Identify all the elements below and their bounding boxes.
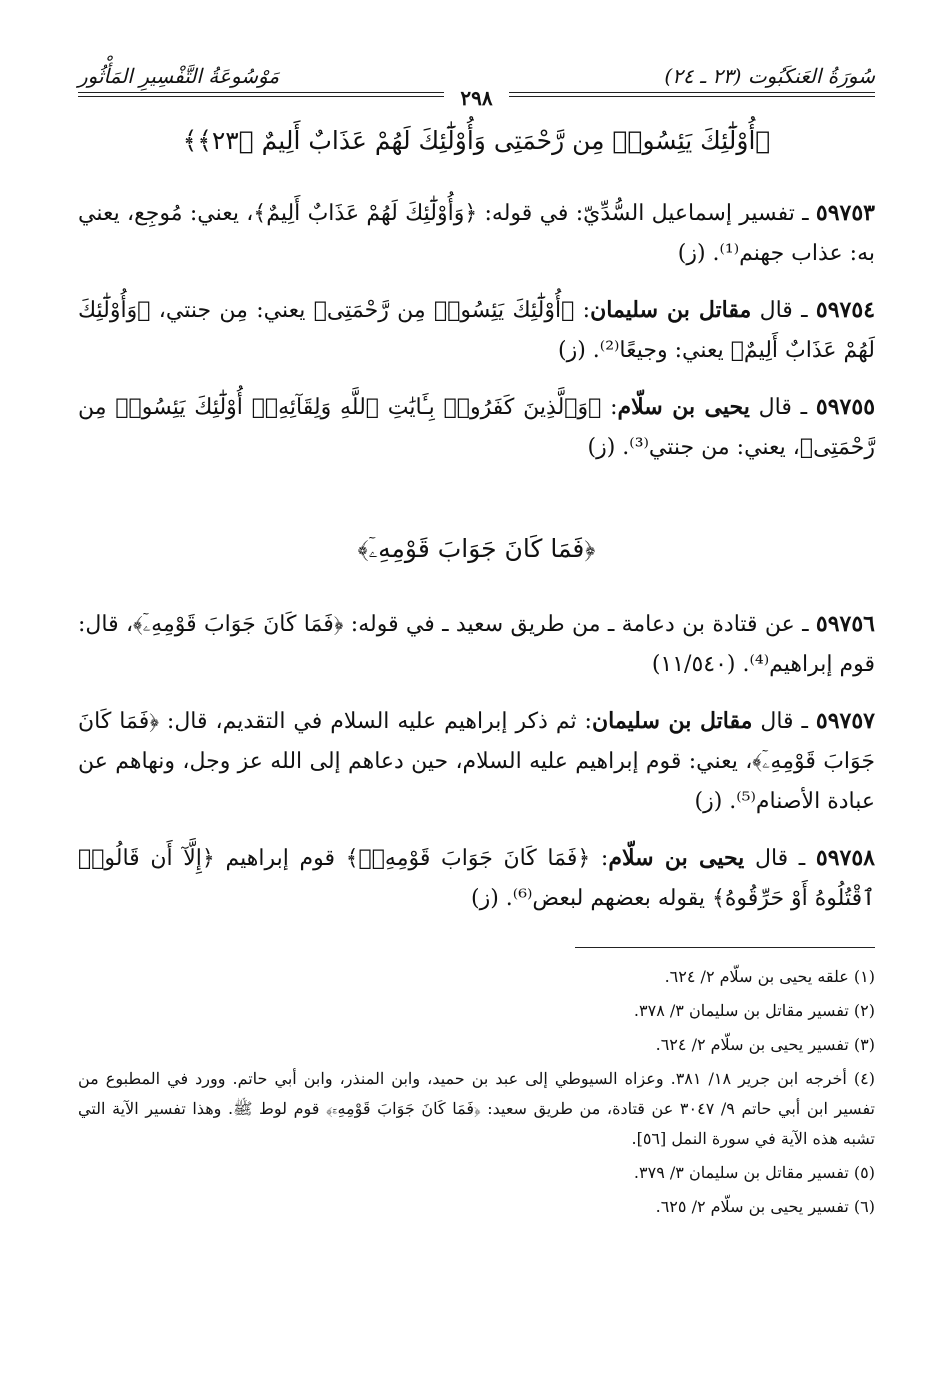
footnote: (٦) تفسير يحيى بن سلّام ٢/ ٦٢٥. [655,1197,875,1216]
book-title: مَوْسُوعَةُ التَّفْسِيرِ المَأْثُور [78,64,280,88]
entry-number: ٥٩٧٥٦ [815,611,875,637]
entry-number: ٥٩٧٥٣ [815,200,875,226]
entry-speaker: مقاتل بن سليمان [590,297,752,323]
tafsir-entry [78,193,875,274]
tafsir-entry [78,701,875,822]
entry-text: ـ تفسير إسماعيل السُّدِّيّ: في قوله: ﴿وَأُوْلَٰٓئِكَ لَهُمْ عَذَابٌ أَلِيمٌ﴾، يعني: مُوجِع، يعني به: عذاب جهنم⁽¹⁾. (ز) [78,201,875,266]
tafsir-entry [78,838,875,919]
quran-verse-heading: ﴿أُوْلَٰٓئِكَ يَئِسُوا۟ مِن رَّحْمَتِى وَأُوْلَٰٓئِكَ لَهُمْ عَذَابٌ أَلِيمٌ ﴿٢٣﴾﴾ [182,126,771,155]
entry-number: ٥٩٧٥٤ [815,297,876,323]
entry-speaker: مقاتل بن سليمان [591,708,753,734]
entry-text: : ﴿أُوْلَٰٓئِكَ يَئِسُوا۟ مِن رَّحْمَتِى﴾ يعني: مِن جنتي، ﴿وَأُوْلَٰٓئِكَ لَهُمْ عَذَابٌ أَلِيمٌ﴾ يعني: وجيعًا⁽²⁾. (ز) [78,298,875,363]
entry-number: ٥٩٧٥٥ [815,394,876,420]
entry-speaker: يحيى بن سلّام [608,845,745,871]
page-header [78,58,875,110]
entry-number: ٥٩٧٥٧ [815,708,875,734]
entry-speaker: يحيى بن سلّام [617,394,750,420]
entry-text: : ﴿فَمَا كَانَ جَوَابَ قَوْمِهِۦٓ﴾ قوم إبراهيم ﴿إِلَّآ أَن قَالُوا۟ ٱقْتُلُوهُ أَوْ حَرِّقُوهُ﴾ يقوله بعضهم لبعض⁽⁶⁾. (ز) [78,846,875,911]
entry-number: ٥٩٧٥٨ [815,845,875,871]
footnote: (٣) تفسير يحيى بن سلّام ٢/ ٦٢٤. [655,1035,875,1054]
surah-title: سُورَةُ العَنكَبُوت (٢٣ ـ ٢٤) [664,64,875,88]
footnote: (٤) أخرجه ابن جرير ١٨/ ٣٨١. وعزاه السيوطي إلى عبد بن حميد، وابن المنذر، وابن أبي حاتم. وورد في المطبوع من تفسير ابن أبي حاتم ٩/ ٣٠٤٧ عن قتادة، من طريق سعيد: ﴿فَمَا كَانَ جَوَابَ قَوْمِهِۦٓ﴾ قوم لوط ﷺ. وهذا تفسير الآية التي تشبه هذه الآية في سورة النمل [٥٦]. [78,1069,876,1148]
page-number: ٢٩٨ [444,86,508,110]
entry-prefix: ـ قال [744,846,816,871]
footnote: (١) علقه يحيى بن سلّام ٢/ ٦٢٤. [664,967,875,986]
entry-text: : ﴿وَٱلَّذِينَ كَفَرُوا۟ بِـَٔايَٰتِ ٱللَّهِ وَلِقَآئِهِۦٓ أُوْلَٰٓئِكَ يَئِسُوا۟ مِن رَّحْمَتِى﴾، يعني: من جنتي⁽³⁾. (ز) [78,395,875,460]
footnote: (٥) تفسير مقاتل بن سليمان ٣/ ٣٧٩. [633,1163,875,1182]
entry-prefix: ـ قال [751,298,816,323]
footnote: (٢) تفسير مقاتل بن سليمان ٣/ ٣٧٨. [633,1001,875,1020]
footnote-divider [575,947,875,948]
page [78,58,875,1341]
entry-text: ـ عن قتادة بن دعامة ـ من طريق سعيد ـ في قوله: ﴿فَمَا كَانَ جَوَابَ قَوْمِهِۦٓ﴾، قال: قوم إبراهيم⁽⁴⁾. (١١/٥٤٠) [78,612,875,677]
tafsir-entry [78,604,875,685]
quran-verse-heading: ﴿فَمَا كَانَ جَوَابَ قَوْمِهِۦٓ﴾ [357,534,596,563]
tafsir-entry [78,290,875,371]
entry-prefix: ـ قال [752,709,816,734]
entry-prefix: ـ قال [749,395,816,420]
footnotes [78,962,875,1222]
entry-text: : ثم ذكر إبراهيم عليه السلام في التقديم، قال: ﴿فَمَا كَانَ جَوَابَ قَوْمِهِۦٓ﴾، يعني: قوم إبراهيم عليه السلام، حين دعاهم إلى الله عز وجل، ونهاهم عن عبادة الأصنام⁽⁵⁾. (ز) [78,709,875,814]
tafsir-entry [78,387,875,468]
